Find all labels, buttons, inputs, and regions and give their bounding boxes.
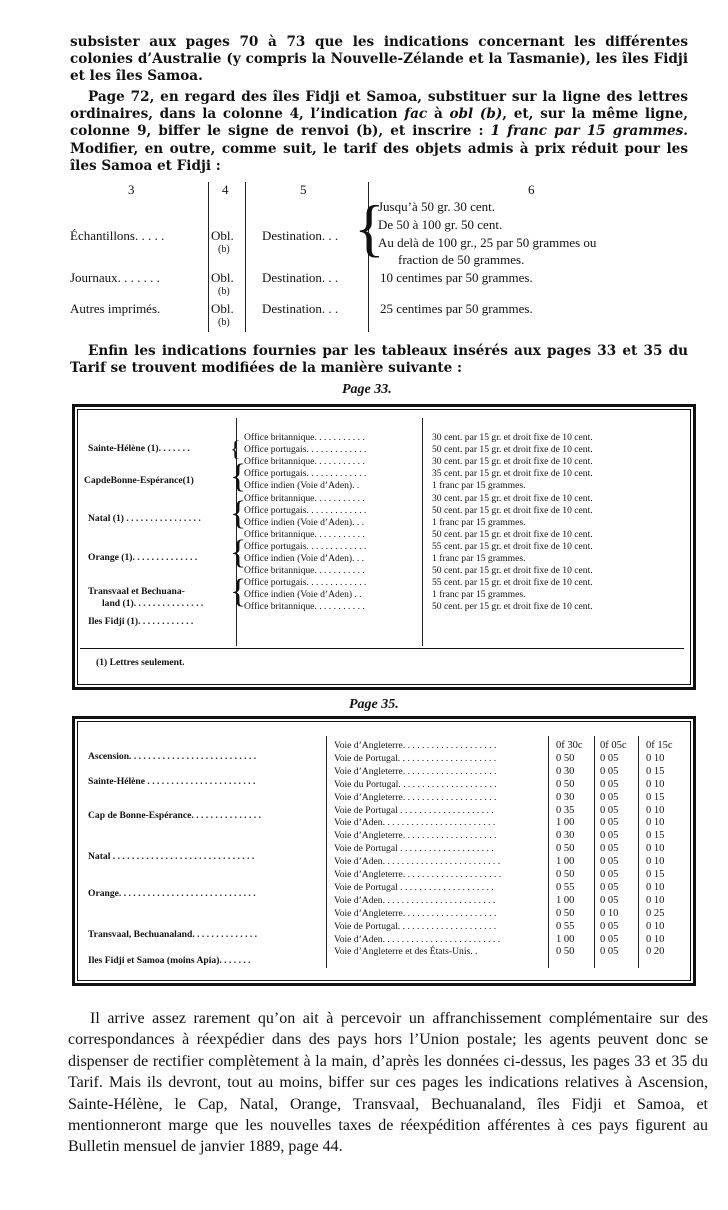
p35-voie: Voie de Portugal. . . . . . . . . . . . . . . . . . . . .: [334, 752, 497, 764]
p2-obl: obl (b): [449, 106, 503, 123]
p35-country: Iles Fidji et Samoa (moins Apia). . . . . . .: [88, 955, 251, 966]
p33-brace: {: [230, 495, 247, 532]
p35-value: 0 05: [600, 765, 619, 777]
p35-value: 0 05: [600, 856, 619, 868]
p35-voie: Voie d’Angleterre. . . . . . . . . . . . . . . . . . . .: [334, 830, 497, 842]
p35-value: 0 05: [600, 791, 619, 803]
p35-value: 0 10: [646, 881, 665, 893]
p35-value: 0 10: [600, 907, 619, 919]
p35-voie: Voie de Portugal . . . . . . . . . . . . . . . . . . . .: [334, 804, 494, 816]
page35-caption: Page 35.: [349, 697, 399, 712]
p35-value: 0 05: [600, 894, 619, 906]
p33-rate: 50 cent. par 15 gr. et droit fixe de 10 cent.: [432, 528, 593, 540]
p35-rule: [326, 736, 327, 968]
p35-voie: Voie d’Aden. . . . . . . . . . . . . . . . . . . . . . . . .: [334, 933, 501, 945]
p35-country: Orange. . . . . . . . . . . . . . . . . . . . . . . . . . . . .: [88, 888, 256, 899]
p35-country: Transvaal, Bechuanaland. . . . . . . . . . . . . .: [88, 929, 258, 940]
tarif-line: Au delà de 100 gr., 25 par 50 grammes ou: [378, 235, 597, 250]
p35-value: 0 10: [646, 804, 665, 816]
p35-voie: Voie d’Aden. . . . . . . . . . . . . . . . . . . . . . . . .: [334, 856, 501, 868]
p35-voie: Voie d’Aden. . . . . . . . . . . . . . . . . . . . . . . .: [334, 817, 496, 829]
p33-brace: {: [230, 534, 247, 571]
tarif-line: Jusqu’à 50 gr. 30 cent.: [378, 199, 495, 214]
p33-office: Office indien (Voie d’Aden) . .: [244, 589, 362, 601]
p2-g: Modifier, en outre, comme suit, le tarif des objets admis à prix réduit pour les îles Samoa et Fidji :: [70, 140, 688, 174]
paragraph-conclusion: Il arrive assez rarement qu’on ait à percevoir un affranchissement complémentaire sur des correspondances à réexpédier dans des pays hors l’Union postale; les agents peuvent donc se dispenser de rectifier complètement à la main, d’après les données ci-dessus, les pages 33 et 35 du Tarif. Mais ils devront, tout au moins, biffer sur ces pages les indications relatives à Ascension, Sainte-Hélène, le Cap, Natal, Orange, Transvaal, Bechuanaland, îles Fidji et Samoa, et mentionneront marge que les nouvelles taxes de réexpédition afférentes à ces pays figurent au Bulletin mensuel de janvier 1889, page 44.: [68, 1010, 708, 1156]
tarif-rule-2: [245, 182, 246, 332]
tarif-dest: Destination. . .: [262, 228, 339, 243]
p35-value: 0 30: [556, 830, 575, 842]
p35-value: 0 10: [646, 843, 665, 855]
p35-value: 0 05: [600, 869, 619, 880]
paragraph-page72: [70, 89, 688, 175]
p33-country: Natal (1) . . . . . . . . . . . . . . . .: [88, 513, 201, 524]
p35-value: 0 10: [646, 817, 665, 829]
tarif-item-autres: Autres imprimés.: [70, 301, 161, 316]
p33-brace: {: [230, 573, 247, 610]
tarif-line: 10 centimes par 50 grammes.: [380, 270, 533, 285]
p33-country: Orange (1). . . . . . . . . . . . . .: [88, 552, 198, 563]
p33-office: Office britannique. . . . . . . . . . .: [244, 528, 365, 540]
p35-voie: Voie d’Angleterre et des États-Unis. .: [334, 946, 478, 958]
p33-brace: {: [230, 458, 247, 495]
p35-value: 0f 15c: [646, 740, 673, 751]
p35-rule: [594, 736, 595, 968]
tarif-line: De 50 à 100 gr. 50 cent.: [378, 217, 503, 232]
p35-rule: [638, 736, 639, 968]
p35-value: 1 00: [556, 933, 575, 945]
p35-value: 0 30: [556, 791, 575, 803]
p2-fac: fac: [404, 106, 428, 123]
p35-value: 0 05: [600, 778, 619, 790]
tarif-note: (b): [218, 317, 230, 328]
p33-office: Office portugais. . . . . . . . . . . . .: [244, 540, 367, 552]
tarif-col-4: 4: [222, 182, 229, 197]
p33-country: Transvaal et Bechuana-: [88, 586, 185, 597]
p2-e: , et, sur la même ligne, colonne 9, biffer le signe de renvoi (b), et inscrire :: [70, 106, 689, 140]
tarif-line: fraction de 50 grammes.: [398, 252, 525, 267]
p33-country: Iles Fidji (1). . . . . . . . . . . .: [88, 616, 194, 627]
p33-country: land (1). . . . . . . . . . . . . . .: [102, 598, 204, 609]
p35-value: 0 15: [646, 765, 665, 777]
p33-rate: 50 cent. par 15 gr. et droit fixe de 10 cent.: [432, 444, 593, 456]
p35-value: 0 50: [556, 843, 575, 855]
p35-value: 0 55: [556, 920, 575, 932]
p33-rule: [422, 418, 423, 646]
p35-value: 0 55: [556, 881, 575, 893]
p35-value: 1 00: [556, 894, 575, 906]
tarif-dest: Destination. . .: [262, 301, 339, 316]
tarif-col-5: 5: [300, 182, 307, 197]
paragraph-intro: subsister aux pages 70 à 73 que les indications concernant les différentes colonies d’Australie (y compris la Nouvelle-Zélande et la Tasmanie), les îles Fidji et les îles Samoa.: [70, 34, 688, 85]
p35-voie: Voie d’Aden. . . . . . . . . . . . . . . . . . . . . . . .: [334, 894, 496, 906]
p35-value: 0f 30c: [556, 740, 583, 751]
tarif-item-echantillons: Échantillons. . . . .: [70, 228, 165, 243]
p33-brace: {: [230, 436, 241, 461]
p33-rate: 50 cent. par 15 gr. et droit fixe de 10 cent.: [432, 565, 593, 577]
p33-country: CapdeBonne-Espérance(1): [84, 475, 194, 486]
tarif-rule-1: [208, 182, 209, 332]
tarif-code: Obl.: [211, 270, 234, 285]
p2-franc: 1 franc par 15 grammes.: [490, 123, 689, 140]
p33-rate: 30 cent. par 15 gr. et droit fixe de 10 cent.: [432, 492, 593, 504]
p33-country: Sainte-Hélène (1). . . . . . .: [88, 443, 190, 454]
p35-voie: Voie d’Angleterre. . . . . . . . . . . . . . . . . . . . .: [334, 869, 502, 880]
tarif-note: (b): [218, 244, 230, 255]
p35-value: 0 50: [556, 907, 575, 919]
p33-rate: 1 franc par 15 grammes.: [432, 516, 526, 528]
p35-value: 0 10: [646, 856, 665, 868]
p35-value: 0 05: [600, 817, 619, 829]
p35-value: 0 10: [646, 894, 665, 906]
p33-office: Office britannique. . . . . . . . . . .: [244, 492, 365, 504]
p33-rate: 30 cent. par 15 gr. et droit fixe de 10 cent.: [432, 432, 593, 443]
p33-rate: 1 franc par 15 grammes.: [432, 589, 526, 601]
p35-value: 0 05: [600, 804, 619, 816]
p35-value: 0 20: [646, 946, 665, 958]
p35-country: Sainte-Hélène . . . . . . . . . . . . . . . . . . . . . . .: [88, 776, 256, 787]
p35-value: 1 00: [556, 856, 575, 868]
p35-value: 0 05: [600, 830, 619, 842]
p33-office: Office portugais. . . . . . . . . . . . .: [244, 468, 367, 480]
p35-value: 0 50: [556, 869, 575, 880]
p33-rate: 1 franc par 15 grammes.: [432, 553, 526, 564]
p33-rate: 35 cent. par 15 gr. et droit fixe de 10 cent.: [432, 468, 593, 480]
p33-rate: 30 cent. par 15 gr. et droit fixe de 10 cent.: [432, 456, 593, 468]
p33-footnote: (1) Lettres seulement.: [96, 657, 185, 668]
p35-voie: Voie d’Angleterre. . . . . . . . . . . . . . . . . . . .: [334, 765, 497, 777]
tarif-col-3: 3: [128, 182, 135, 197]
p33-rate: 1 franc par 15 grammes.: [432, 480, 526, 492]
tarif-col-6: 6: [528, 182, 535, 197]
tarif-line: 25 centimes par 50 grammes.: [380, 301, 533, 316]
p35-value: 0 50: [556, 946, 575, 958]
tarif-note: (b): [218, 286, 230, 297]
p35-value: 0 10: [646, 752, 665, 764]
tarif-brace: {: [354, 192, 385, 263]
tarif-dest: Destination. . .: [262, 270, 339, 285]
paragraph-tableaux: Enfin les indications fournies par les tableaux insérés aux pages 33 et 35 du Tarif se trouvent modifiées de la manière suivante :: [70, 343, 688, 377]
p33-footer-rule: [80, 648, 684, 649]
p35-value: 0 05: [600, 752, 619, 764]
p35-voie: Voie de Portugal . . . . . . . . . . . . . . . . . . . .: [334, 843, 494, 855]
p33-office: Office indien (Voie d’Aden). . .: [244, 553, 365, 564]
p35-value: 0 50: [556, 752, 575, 764]
p35-value: 0 05: [600, 933, 619, 945]
p35-voie: Voie d’Angleterre. . . . . . . . . . . . . . . . . . . .: [334, 791, 497, 803]
p33-rate: 50 cent. par 15 gr. et droit fixe de 10 cent.: [432, 504, 593, 516]
p35-value: 0 05: [600, 843, 619, 855]
p33-office: Office britannique. . . . . . . . . . .: [244, 565, 365, 577]
p33-office: Office portugais. . . . . . . . . . . . .: [244, 444, 367, 456]
p35-voie: Voie de Portugal . . . . . . . . . . . . . . . . . . . .: [334, 881, 494, 893]
p35-voie: Voie du Portugal. . . . . . . . . . . . . . . . . . . . .: [334, 778, 497, 790]
tarif-item-journaux: Journaux. . . . . . .: [70, 270, 160, 285]
p35-value: 0 05: [600, 946, 619, 958]
p35-country: Natal . . . . . . . . . . . . . . . . . . . . . . . . . . . . . .: [88, 851, 255, 862]
p2-a: Page 72, en regard des îles Fidji et Samoa, substituer sur la ligne des lettres ordinaires, dans la colonne 4, l’indication: [70, 89, 688, 123]
p33-office: Office britannique. . . . . . . . . . .: [244, 456, 365, 468]
p33-rate: 55 cent. par 15 gr. et droit fixe de 10 cent.: [432, 577, 593, 589]
p35-country: Cap de Bonne-Espérance. . . . . . . . . . . . . . .: [88, 810, 261, 821]
tarif-code: Obl.: [211, 301, 234, 316]
p35-value: 0 50: [556, 778, 575, 790]
p33-office: Office britannique. . . . . . . . . . .: [244, 432, 365, 443]
p35-value: 0 05: [600, 881, 619, 893]
p35-value: 0 35: [556, 804, 575, 816]
p33-rate: 50 cent. per 15 gr. et droit fixe de 10 cent.: [432, 601, 593, 613]
p35-value: 1 00: [556, 817, 575, 829]
tarif-code: Obl.: [211, 228, 234, 243]
page33-caption: Page 33.: [342, 382, 392, 397]
p35-voie: Voie d’Angleterre. . . . . . . . . . . . . . . . . . . .: [334, 907, 497, 919]
p35-value: 0f 05c: [600, 740, 627, 751]
p35-value: 0 15: [646, 791, 665, 803]
p35-value: 0 10: [646, 933, 665, 945]
p35-value: 0 15: [646, 869, 665, 880]
p35-value: 0 25: [646, 907, 665, 919]
p35-value: 0 10: [646, 778, 665, 790]
p35-voie: Voie d’Angleterre. . . . . . . . . . . . . . . . . . . .: [334, 740, 497, 751]
p35-value: 0 30: [556, 765, 575, 777]
p33-office: Office indien (Voie d’Aden). .: [244, 480, 360, 492]
p35-value: 0 10: [646, 920, 665, 932]
p33-office: Office britannique. . . . . . . . . . .: [244, 601, 365, 613]
p35-rule: [548, 736, 549, 968]
p35-voie: Voie de Portugal. . . . . . . . . . . . . . . . . . . . .: [334, 920, 497, 932]
p33-office: Office portugais. . . . . . . . . . . . .: [244, 577, 367, 589]
p35-value: 0 05: [600, 920, 619, 932]
p33-office: Office indien (Voie d’Aden). . .: [244, 516, 365, 528]
p2-a2: à: [433, 106, 443, 123]
p33-rate: 55 cent. par 15 gr. et droit fixe de 10 cent.: [432, 540, 593, 552]
p35-value: 0 15: [646, 830, 665, 842]
p35-country: Ascension. . . . . . . . . . . . . . . . . . . . . . . . . . .: [88, 751, 257, 762]
p33-office: Office portugais. . . . . . . . . . . . .: [244, 504, 367, 516]
